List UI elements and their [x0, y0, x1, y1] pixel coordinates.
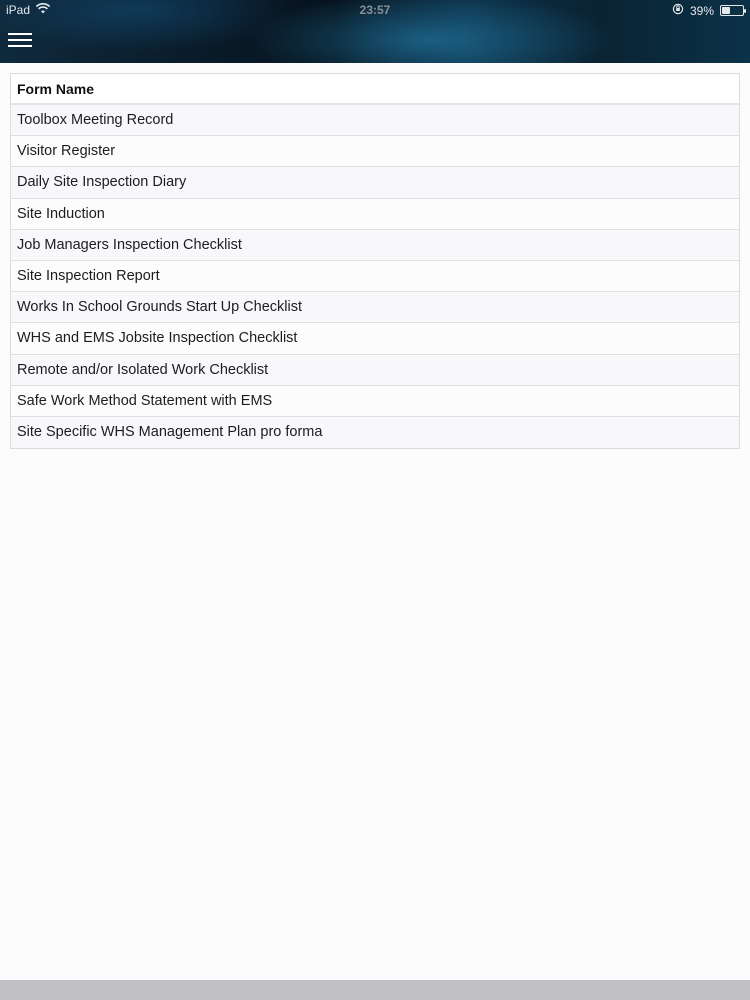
menu-line — [8, 33, 32, 35]
app-header — [0, 0, 750, 63]
table-row[interactable]: Job Managers Inspection Checklist — [11, 230, 739, 261]
battery-level — [722, 7, 730, 14]
table-row[interactable]: Safe Work Method Statement with EMS — [11, 386, 739, 417]
menu-line — [8, 39, 32, 41]
menu-line — [8, 45, 32, 47]
status-time: 23:57 — [359, 3, 391, 17]
status-right — [672, 3, 744, 18]
status-bar — [0, 0, 750, 20]
table-row[interactable]: Works In School Grounds Start Up Checklist — [11, 292, 739, 323]
battery-percent: 39% — [689, 3, 714, 18]
device-name: iPad — [6, 3, 31, 17]
table-row[interactable]: Remote and/or Isolated Work Checklist — [11, 355, 739, 386]
form-list-table — [10, 73, 740, 449]
table-row[interactable]: Visitor Register — [11, 136, 739, 167]
orientation-lock-icon — [672, 3, 684, 18]
hamburger-menu-icon[interactable] — [8, 30, 32, 50]
battery-icon — [720, 5, 744, 16]
bottom-bar — [0, 980, 750, 1000]
table-row[interactable]: Site Induction — [11, 199, 739, 230]
table-row[interactable]: Daily Site Inspection Diary — [11, 167, 739, 198]
table-row[interactable]: Site Inspection Report — [11, 261, 739, 292]
table-row[interactable]: Toolbox Meeting Record — [11, 105, 739, 136]
table-row[interactable]: WHS and EMS Jobsite Inspection Checklist — [11, 323, 739, 354]
table-row[interactable]: Site Specific WHS Management Plan pro forma — [11, 417, 739, 448]
column-header-form-name[interactable]: Form Name — [11, 74, 739, 105]
table-body — [11, 105, 739, 448]
